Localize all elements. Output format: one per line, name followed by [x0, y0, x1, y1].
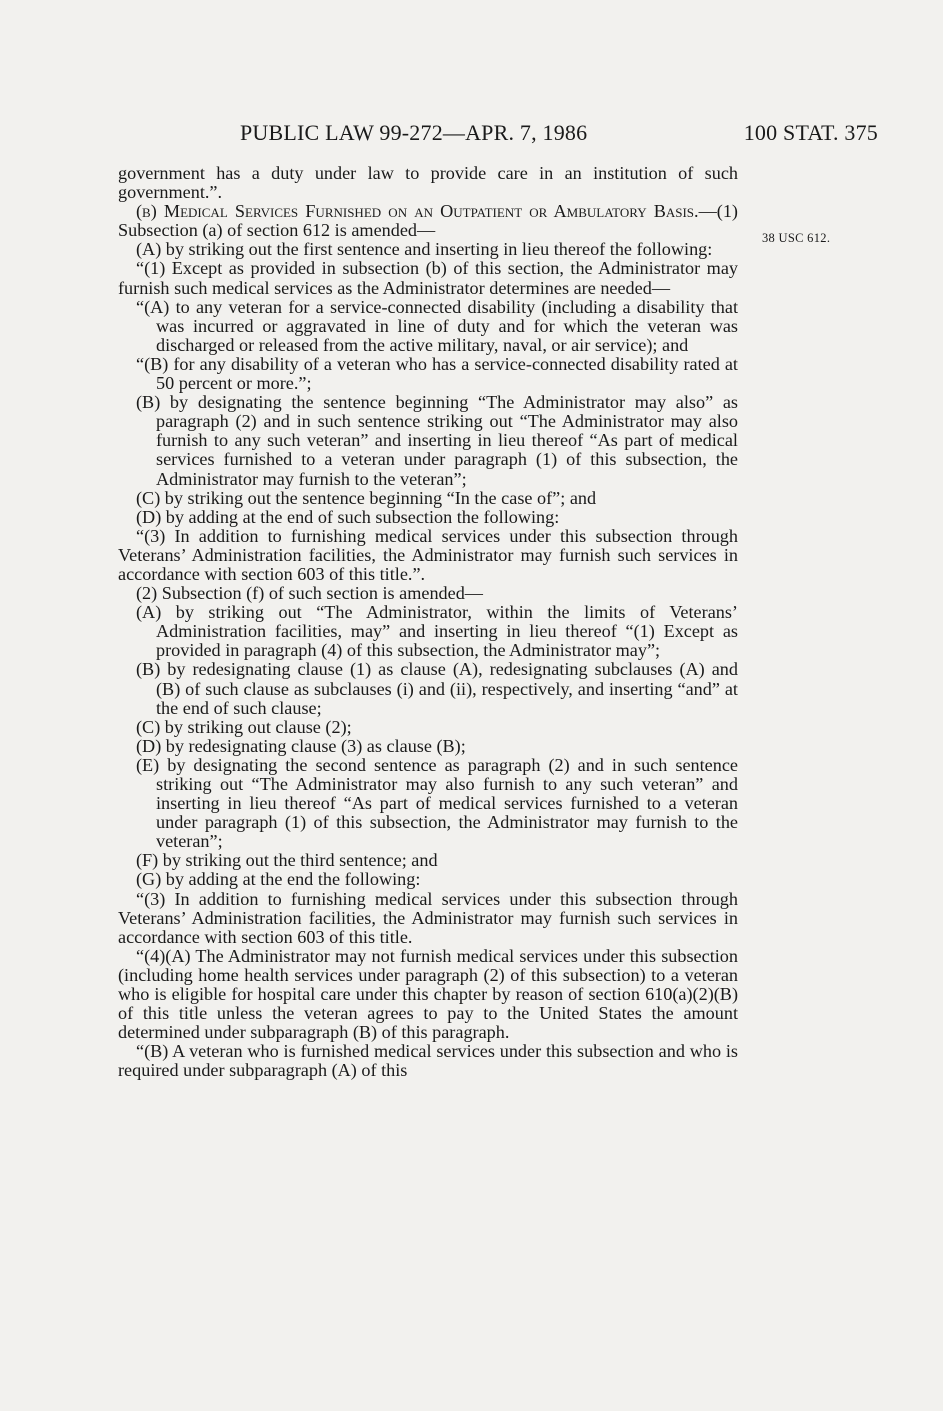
- clause-a-strike-limits: (A) by striking out “The Administrator, within the limits of Veterans’ Administration facilities, may” and inserting in lieu thereof “(1) Except as provided in paragraph (4) of this subsection, the Administrator may”;: [136, 602, 738, 661]
- clause-e-designate-second-sentence: (E) by designating the second sentence as paragraph (2) and in such sentence striking out “The Administrator may also furnish to any such veteran” and inserting in lieu thereof “As part of medical services furnished to a veteran under paragraph (1) of this subsection, the Administrator may furnish to the veteran”;: [136, 754, 738, 852]
- quoted-paragraph-3: “(3) In addition to furnishing medical services under this subsection through Veterans’ Administration facilities, the Administrator may furnish such services in accordance with section 603 of this title.”.: [118, 525, 738, 584]
- header-stat-citation: 100 STAT. 375: [743, 120, 878, 145]
- quoted-paragraph-3-f: “(3) In addition to furnishing medical services under this subsection through Veterans’ Administration facilities, the Administrator may furnish such services in accordance with section 603 of this title.: [118, 888, 738, 947]
- clause-a-strike-first-sentence: (A) by striking out the first sentence and inserting in lieu thereof the following:: [136, 239, 713, 260]
- clause-b-designate: (B) by designating the sentence beginning “The Administrator may also” as paragraph (2) and in such sentence striking out “The Administrator may also furnish to any such veteran” and inserting in lieu thereof “As part of medical services furnished to a veteran under paragraph (1) of this subsection, the Administrator may furnish to the veteran”;: [136, 392, 738, 489]
- clause-f-strike-third-sentence: (F) by striking out the third sentence; and: [136, 850, 438, 871]
- subsection-b-heading: [118, 202, 738, 240]
- margin-citation: 38 USC 612.: [762, 231, 831, 245]
- quoted-paragraph-4b: “(B) A veteran who is furnished medical services under this subsection and who is required under subparagraph (A) of this: [118, 1041, 738, 1081]
- page-header: [118, 120, 878, 150]
- quoted-paragraph-4a: “(4)(A) The Administrator may not furnish medical services under this subsection (including home health services under paragraph (2) of this subsection) to a veteran who is eligible for hospital care under this chapter by reason of section 610(a)(2)(B) of this title unless the veteran agrees to pay to the United States the amount determined under subparagraph (B) of this paragraph.: [118, 945, 738, 1043]
- quoted-paragraph-1: “(1) Except as provided in subsection (b) of this section, the Administrator may furnish such medical services as the Administrator determines are needed—: [118, 258, 738, 298]
- paragraph-continuation: government has a duty under law to provide care in an institution of such government.”.: [118, 163, 738, 203]
- body-text: [118, 164, 738, 1081]
- header-title: PUBLIC LAW 99-272—APR. 7, 1986: [240, 120, 588, 145]
- clause-b-redesignate: (B) by redesignating clause (1) as clause (A), redesignating subclauses (A) and (B) of such clause as subclauses (i) and (ii), respectively, and inserting “and” at the end of such clause;: [136, 659, 738, 718]
- clause-c-strike-clause-2: (C) by striking out clause (2);: [136, 716, 352, 737]
- clause-d-add: (D) by adding at the end of such subsection the following:: [136, 506, 560, 527]
- clause-g-add: (G) by adding at the end the following:: [136, 869, 421, 890]
- clause-c-strike: (C) by striking out the sentence beginning “In the case of”; and: [136, 487, 597, 508]
- clause-d-redesignate-clause-3: (D) by redesignating clause (3) as clause (B);: [136, 735, 466, 756]
- paragraph-2-subsection-f: (2) Subsection (f) of such section is amended—: [136, 583, 483, 604]
- quoted-subparagraph-b: “(B) for any disability of a veteran who has a service-connected disability rated at 50 percent or more.”;: [136, 353, 738, 394]
- subsection-b-title: (b) Medical Services Furnished on an Outpatient or Ambulatory Basis.: [136, 201, 699, 222]
- subsection-b-text: —(1) Subsection (a) of section 612 is amended—: [118, 201, 738, 241]
- quoted-subparagraph-a: “(A) to any veteran for a service-connected disability (including a disability that was incurred or aggravated in line of duty and for which the veteran was discharged or released from the active military, naval, or air service); and: [136, 296, 738, 355]
